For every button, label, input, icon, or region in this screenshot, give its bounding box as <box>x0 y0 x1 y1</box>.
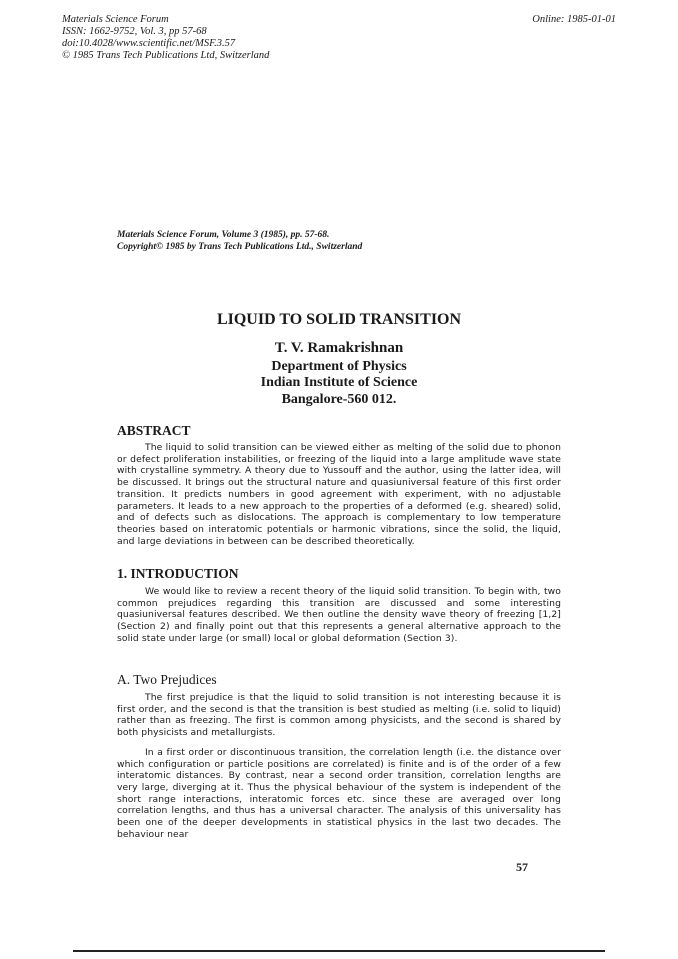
author-city: Bangalore-560 012. <box>281 391 397 407</box>
citation-line: Materials Science Forum, Volume 3 (1985), pp. 57-68. <box>117 230 330 240</box>
header-line: Materials Science Forum <box>62 14 169 25</box>
introduction-heading: 1. INTRODUCTION <box>117 566 239 581</box>
introduction-text: We would like to review a recent theory of the liquid solid transition. To begin with, two common prejudices regarding this transition are discussed and some interesting quasiuniversal features described. We then outline the density wave theory of freezing [1,2] (Section 2) and finally point out that this represents a general alternative approach to the solid state under large (or small) local or global deformation (Section 3). <box>117 586 561 644</box>
author-block <box>0 340 678 408</box>
section-a-body <box>117 692 561 840</box>
citation-block <box>117 229 362 253</box>
abstract-heading: ABSTRACT <box>117 423 191 438</box>
copyright-line: Copyright© 1985 by Trans Tech Publications Ltd., Switzerland <box>117 242 363 252</box>
paper-title: LIQUID TO SOLID TRANSITION <box>216 311 462 328</box>
section-a-heading: A. Two Prejudices <box>117 672 217 687</box>
header-line: doi:10.4028/www.scientific.net/MSF.3.57 <box>62 38 236 49</box>
introduction-body <box>117 586 561 645</box>
online-date: Online: 1985-01-01 <box>532 14 616 25</box>
page-number: 57 <box>516 860 528 874</box>
author-institute: Indian Institute of Science <box>260 375 418 390</box>
author-name: T. V. Ramakrishnan <box>274 340 404 356</box>
header-line: © 1985 Trans Tech Publications Ltd, Switzerland <box>62 50 270 61</box>
abstract-text: The liquid to solid transition can be viewed either as melting of the solid due to phonon or defect proliferation instabilities, or freezing of the liquid into a large amplitude wave state with crystalline symmetry. A theory due to Yussouff and the author, using the latter idea, will be discussed. It brings out the structural nature and quasiuniversal feature of this first order transition. It predicts numbers in good agreement with experiment, with no adjustable parameters. It leads to a new approach to the properties of a deformed (e.g. sheared) solid, and of defects such as dislocations. The approach is complementary to low temperature theories based on interatomic potentials or harmonic vibrations, since the solid, the liquid, and large deviations in between can be described theoretically. <box>117 442 561 547</box>
paragraph: In a first order or discontinuous transition, the correlation length (i.e. the distance over which configuration or particle positions are correlated) is finite and is of the order of a few interatomic distances. By contrast, near a second order transition, correlation lengths are very large, diverging at it. Thus the physical behaviour of the system is independent of the short range interactions, interatomic forces etc. since these are averaged over long correlation lengths, and thus has a universal character. The analysis of this universality has been one of the deeper developments in statistical physics in the last two decades. The behaviour near <box>117 746 561 840</box>
footer-rule <box>73 950 605 952</box>
paragraph: The first prejudice is that the liquid to solid transition is not interesting because it is first order, and the second is that the transition is best studied as melting (i.e. solid to liquid) rather than as freezing. The first is common among physicists, and the second is shared by both physicists and metallurgists. <box>117 692 561 739</box>
journal-header <box>62 14 269 62</box>
author-department: Department of Physics <box>271 358 407 374</box>
header-line: ISSN: 1662-9752, Vol. 3, pp 57-68 <box>62 26 207 37</box>
abstract-body <box>117 442 561 547</box>
